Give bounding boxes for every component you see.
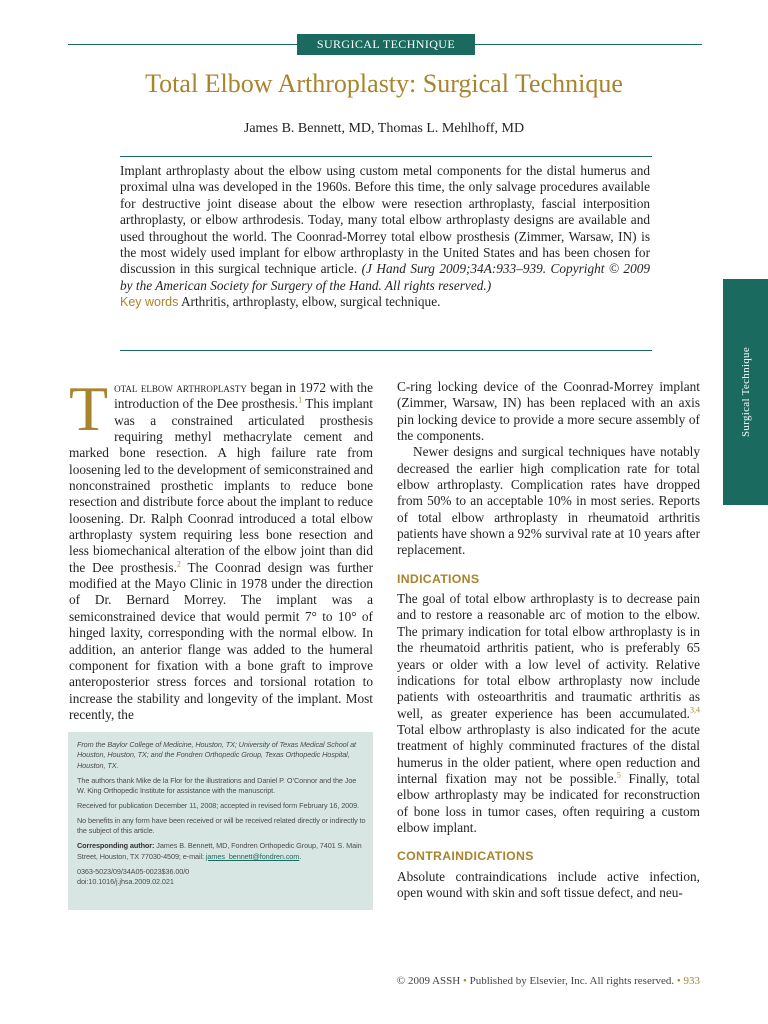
article-info-box — [68, 732, 373, 910]
abstract-text: Implant arthroplasty about the elbow using custom metal components for the distal humerus and proximal ulna was developed in the 1960s. Before this time, the only salvage procedures available for destructive joint disease about the elbow were resection arthroplasty, fascial interposition arthroplasty, or elbow arthrodesis. Today, many total elbow arthroplasty designs are available and used throughout the world. The Coonrad-Morrey total elbow prosthesis (Zimmer, Warsaw, IN) is the most widely used implant for elbow arthroplasty in the United States and has been chosen for discussion in this surgical technique article. — [120, 163, 650, 277]
corresponding-text: James B. Bennett, MD, Fondren Orthopedic Group, 7401 S. Main Street, Houston, TX 77030-4509; e-mail: — [77, 841, 362, 861]
benefits-note: No benefits in any form have been received or will be received related directly or indirectly to the subject of this article. — [77, 815, 366, 836]
article-authors: James B. Bennett, MD, Thomas L. Mehlhoff, MD — [243, 121, 525, 136]
right-column — [397, 379, 700, 901]
corresponding-end: . — [299, 851, 302, 861]
section-banner: SURGICAL TECHNIQUE — [297, 34, 475, 55]
footer-bullet-1: • — [462, 975, 467, 987]
keywords-label: Key words — [120, 295, 179, 310]
corresponding-label: Corresponding author: — [77, 841, 155, 851]
page-footer — [397, 975, 700, 987]
abstract-top-rule — [120, 156, 652, 157]
abstract-bottom-rule — [120, 350, 652, 351]
side-tab-label: Surgical Technique — [739, 346, 752, 438]
intro-smallcaps: otal elbow arthroplasty — [114, 380, 247, 395]
heading-indications: INDICATIONS — [397, 571, 480, 586]
intro-continuation: C-ring locking device of the Coonrad-Morrey implant (Zimmer, Warsaw, IN) has been replaced with an axis pin locking device to provide a more secure assembly of the components. — [397, 379, 700, 444]
reference-3-4[interactable]: 3,4 — [690, 705, 700, 715]
acknowledgment-note: The authors thank Mike de la Flor for the illustrations and Daniel P. O’Connor and the Joe W. King Orthopedic Institute for assistance with the manuscript. — [77, 775, 357, 796]
footer-publisher: Published by Elsevier, Inc. All rights reserved. — [466, 975, 677, 987]
drop-cap: T — [69, 373, 109, 444]
footer-bullet-2: • — [676, 975, 681, 987]
indications-text-b: Total elbow arthroplasty is also indicated for the acute treatment of highly comminuted fractures of the distal humerus in the older patient, where open reduction and internal fixation may not be possible. — [397, 721, 700, 786]
indications-text-c: Finally, total elbow arthroplasty may be indicated for reconstruction of bone loss in tumor cases, often requiring a custom elbow implant. — [397, 770, 701, 835]
intro-text-b: This implant was a constrained articulated prosthesis requiring methyl methacrylate cement and marked bone resection. A high failure rate from loosening led to the development of semiconstrained and nonconstrained prosthetic implants to reduce bone resection and distribute force about the implant to reduce loosening. Dr. Ralph Coonrad introduced a total elbow arthroplasty system requiring less bone resection and less biomechanical alteration of the elbow joint than did the Dee prosthesis. — [69, 396, 373, 575]
intro-text-c: The Coonrad design was further modified at the Mayo Clinic in 1978 under the direction of Dr. Bernard Morrey. The implant was a semiconstrained device that would permit 7° to 10° of hinged laxity, corresponding with the normal elbow. In addition, an anterior flange was added to the humeral component for fixation with a bone graft to improve anteroposterior stress forces and torsional rotation to increase the stability and longevity of the implant. Most recently, the — [69, 559, 373, 722]
indications-paragraph — [397, 591, 700, 836]
author-email-link[interactable]: james_bennett@fondren.com — [205, 851, 300, 861]
reference-5[interactable]: 5 — [616, 770, 621, 780]
reference-1[interactable]: 1 — [298, 395, 303, 405]
corresponding-author — [77, 841, 366, 862]
received-note: Received for publication December 11, 2008; accepted in revised form February 16, 2009. — [77, 801, 359, 811]
doi: doi:10.1016/j.jhsa.2009.02.021 — [77, 876, 174, 886]
side-section-tab — [723, 279, 768, 505]
complications-paragraph: Newer designs and surgical techniques have notably decreased the earlier high complication rate for total elbow arthroplasty. Complication rates have dropped from 50% to an acceptable 10% in most series. Reports of total elbow arthroplasty in rheumatoid arthritis patients have shown a 92% survival rate at 10 years after replacement. — [397, 444, 700, 558]
page-number: 933 — [683, 975, 700, 987]
footer-copyright: © 2009 ASSH — [396, 975, 461, 987]
left-column — [69, 373, 373, 723]
abstract — [120, 163, 650, 311]
issn-doi — [77, 867, 366, 888]
contraindications-paragraph: Absolute contraindications include active infection, open wound with skin and soft tissue defect, and neu- — [397, 868, 700, 900]
affiliation-note: From the Baylor College of Medicine, Houston, TX; University of Texas Medical School at Houston, Houston, TX; and the Fondren Orthopedic Group, Texas Orthopedic Hospital, Houston, TX. — [77, 740, 356, 770]
indications-text-a: The goal of total elbow arthroplasty is to decrease pain and to restore a reasonable arc of motion to the elbow. The primary indication for total elbow arthroplasty is in the rheumatoid arthritis patient, who is preferably 65 years or older with a low level of activity. Relative indications for total elbow arthroplasty now include patients with osteoarthritis and traumatic arthritis as well, as greater experience has been accumulated. — [397, 591, 700, 721]
heading-contraindications: CONTRAINDICATIONS — [397, 849, 534, 864]
intro-paragraph — [69, 373, 373, 723]
article-title: Total Elbow Arthroplasty: Surgical Technique — [145, 69, 623, 98]
abstract-citation: (J Hand Surg 2009;34A:933–939. Copyright © 2009 by the American Society for Surgery of the Hand. All rights reserved.) — [120, 261, 651, 293]
intro-text-a: began in 1972 with the introduction of the Dee prosthesis. — [114, 380, 373, 412]
issn: 0363-5023/09/34A05-0023$36.00/0 — [77, 866, 190, 876]
keywords: Arthritis, arthroplasty, elbow, surgical technique. — [180, 294, 441, 310]
reference-2[interactable]: 2 — [176, 559, 181, 569]
